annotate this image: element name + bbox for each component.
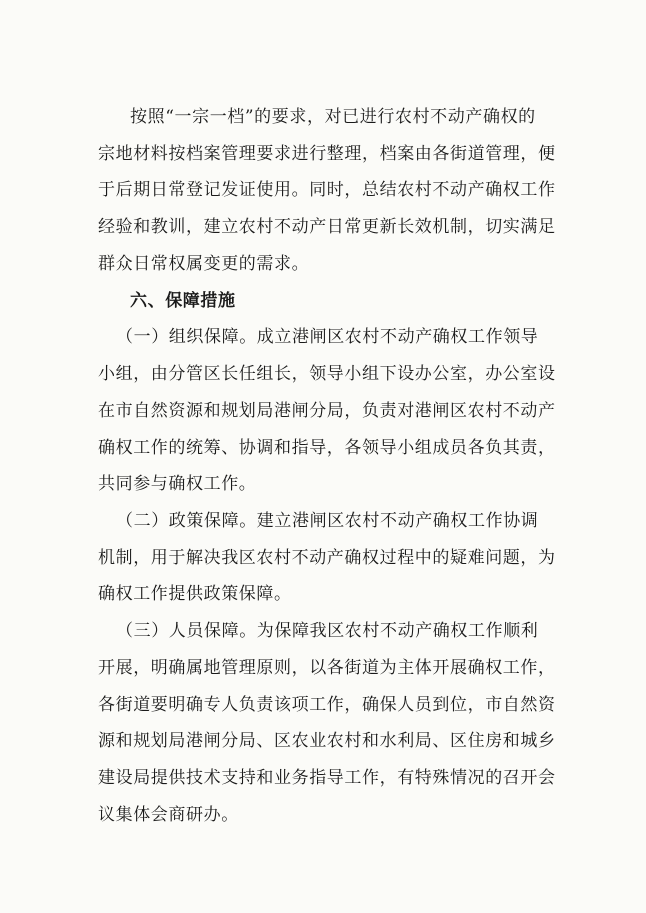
paragraph-line: 按照“一宗一档”的要求，对已进行农村不动产确权的 <box>130 107 536 127</box>
paragraph-line: 开展，明确属地管理原则，以各街道为主体开展确权工作， <box>98 658 556 678</box>
paragraph-line: 建设局提供技术支持和业务指导工作，有特殊情况的召开会 <box>98 768 556 788</box>
paragraph-line: 源和规划局港闸分局、区农业农村和水利局、区住房和城乡 <box>98 731 556 751</box>
paragraph-line: 确权工作的统筹、协调和指导，各领导小组成员各负其责， <box>98 438 556 458</box>
paragraph-line: 群众日常权属变更的需求。 <box>98 254 310 274</box>
paragraph-line: 各街道要明确专人负责该项工作，确保人员到位，市自然资 <box>98 695 556 715</box>
paragraph-line: 经验和教训，建立农村不动产日常更新长效机制，切实满足 <box>98 217 556 237</box>
paragraph-line: （一）组织保障。成立港闸区农村不动产确权工作领导 <box>116 327 539 347</box>
section-heading: 六、保障措施 <box>130 291 236 311</box>
paragraph-line: （二）政策保障。建立港闸区农村不动产确权工作协调 <box>116 511 539 531</box>
paragraph-line: 确权工作提供政策保障。 <box>98 584 292 604</box>
paragraph-line: 在市自然资源和规划局港闸分局，负责对港闸区农村不动产 <box>98 401 556 421</box>
paragraph-line: 小组，由分管区长任组长，领导小组下设办公室，办公室设 <box>98 364 556 384</box>
paragraph-line: 机制，用于解决我区农村不动产确权过程中的疑难问题，为 <box>98 548 556 568</box>
paragraph-line: 议集体会商研办。 <box>98 805 239 825</box>
paragraph-line: （三）人员保障。为保障我区农村不动产确权工作顺利 <box>116 621 539 641</box>
paragraph-line: 宗地材料按档案管理要求进行整理，档案由各街道管理，便 <box>98 144 556 164</box>
paragraph-line: 共同参与确权工作。 <box>98 474 257 494</box>
paragraph-line: 于后期日常登记发证使用。同时，总结农村不动产确权工作 <box>98 180 556 200</box>
